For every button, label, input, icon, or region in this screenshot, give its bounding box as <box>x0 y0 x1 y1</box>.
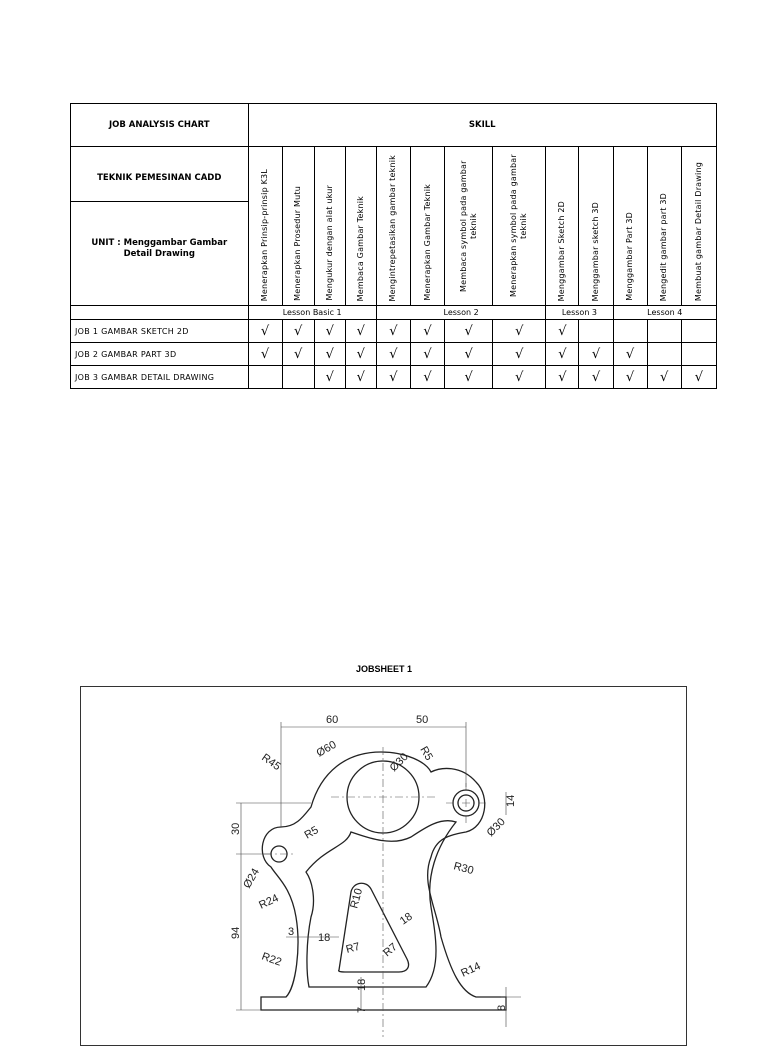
dim-7: 7 <box>356 1006 368 1013</box>
dim-14: 14 <box>505 794 517 807</box>
check-mark: √ <box>445 320 493 343</box>
skill-header-cell <box>493 147 546 306</box>
skill-header-cell <box>613 147 647 306</box>
job-analysis-table <box>70 103 717 389</box>
program-cell <box>71 147 249 306</box>
check-mark: √ <box>546 366 579 389</box>
check-mark: √ <box>579 366 613 389</box>
dim-r45: R45 <box>259 751 283 774</box>
skill-header-cell <box>681 147 716 306</box>
check-mark: √ <box>345 343 376 366</box>
program-name: TEKNIK PEMESINAN CADD <box>71 157 248 202</box>
triangular-slot <box>339 883 409 972</box>
check-mark: √ <box>410 320 444 343</box>
skill-header-cell <box>579 147 613 306</box>
check-mark: √ <box>376 343 410 366</box>
check-mark: √ <box>248 343 282 366</box>
skill-label: Menerapkan Prosedur Mutu <box>293 186 303 301</box>
dim-30: 30 <box>230 822 242 835</box>
dim-r22: R22 <box>259 950 284 969</box>
check-mark: √ <box>376 320 410 343</box>
inner-contour <box>306 821 456 987</box>
lesson-3: Lesson 3 <box>546 306 613 320</box>
dim-18c: 18 <box>356 978 368 991</box>
job-row <box>71 343 717 366</box>
skill-label: Menerapkan symbol pada gambar teknik <box>509 154 529 298</box>
check-mark: √ <box>493 320 546 343</box>
lesson-blank-cell <box>71 306 249 320</box>
check-mark: √ <box>647 366 681 389</box>
dim-r10: R10 <box>348 887 366 910</box>
check-mark: √ <box>613 343 647 366</box>
check-mark: √ <box>282 320 314 343</box>
job-row <box>71 366 717 389</box>
job-label: JOB 2 GAMBAR PART 3D <box>71 343 249 366</box>
check-mark: √ <box>613 366 647 389</box>
check-mark: √ <box>345 366 376 389</box>
skill-header-cell <box>314 147 345 306</box>
skill-header-cell <box>282 147 314 306</box>
dim-r24: R24 <box>257 892 281 912</box>
check-mark: √ <box>248 320 282 343</box>
dim-18b: 18 <box>318 932 331 944</box>
check-mark: √ <box>493 366 546 389</box>
empty-cell <box>248 366 282 389</box>
empty-cell <box>579 320 613 343</box>
drawing-canvas <box>81 687 687 1046</box>
check-mark: √ <box>410 343 444 366</box>
skill-header-cell <box>345 147 376 306</box>
check-mark: √ <box>493 343 546 366</box>
empty-cell <box>613 320 647 343</box>
check-mark: √ <box>314 366 345 389</box>
check-mark: √ <box>410 366 444 389</box>
jobsheet-title: JOBSHEET 1 <box>355 664 413 674</box>
check-mark: √ <box>282 343 314 366</box>
dim-r30: R30 <box>452 860 475 878</box>
empty-cell <box>681 320 716 343</box>
unit-name: UNIT : Menggambar Gambar Detail Drawing <box>91 237 228 259</box>
dim-8: 8 <box>496 1004 508 1011</box>
chart-title: JOB ANALYSIS CHART <box>71 104 249 147</box>
skill-header-cell <box>445 147 493 306</box>
empty-cell <box>647 320 681 343</box>
check-mark: √ <box>345 320 376 343</box>
skill-label: Mengintrepetasikan gambar teknik <box>388 154 398 301</box>
check-mark: √ <box>546 320 579 343</box>
dim-94: 94 <box>230 926 242 939</box>
skill-label: Menggambar sketch 3D <box>590 201 600 301</box>
dim-dia30a: Ø30 <box>387 750 411 775</box>
skill-label: Menerapkan Gambar Teknik <box>422 184 432 301</box>
dim-3: 3 <box>288 926 295 938</box>
dim-r7a: R7 <box>344 940 362 956</box>
check-mark: √ <box>314 343 345 366</box>
dim-r14: R14 <box>459 960 483 980</box>
dim-60: 60 <box>326 714 339 726</box>
skill-header: SKILL <box>248 104 716 147</box>
dim-dia60: Ø60 <box>314 738 339 760</box>
dim-dia24: Ø24 <box>241 866 262 891</box>
skill-label: Membaca symbol pada gambar teknik <box>458 160 478 292</box>
skill-label: Menggambar Sketch 2D <box>557 200 567 301</box>
skill-label: Mengedit gambar part 3D <box>659 192 669 301</box>
skill-header-cell <box>546 147 579 306</box>
dim-r5b: R5 <box>302 824 321 842</box>
job-label: JOB 1 GAMBAR SKETCH 2D <box>71 320 249 343</box>
check-mark: √ <box>681 366 716 389</box>
skill-header-cell <box>376 147 410 306</box>
job-row <box>71 320 717 343</box>
check-mark: √ <box>546 343 579 366</box>
dim-18a: 18 <box>397 910 415 928</box>
check-mark: √ <box>376 366 410 389</box>
check-mark: √ <box>445 343 493 366</box>
lesson-4: Lesson 4 <box>613 306 716 320</box>
empty-cell <box>647 343 681 366</box>
check-mark: √ <box>314 320 345 343</box>
check-mark: √ <box>579 343 613 366</box>
lesson-2: Lesson 2 <box>376 306 545 320</box>
skill-header-cell <box>248 147 282 306</box>
dim-50: 50 <box>416 714 429 726</box>
skill-label: Menerapkan Prinsip-prinsip K3L <box>260 168 270 301</box>
skill-header-cell <box>410 147 444 306</box>
lesson-basic-1: Lesson Basic 1 <box>248 306 376 320</box>
check-mark: √ <box>445 366 493 389</box>
skill-label: Mengukur dengan alat ukur <box>324 185 334 301</box>
technical-drawing <box>80 686 687 1046</box>
empty-cell <box>282 366 314 389</box>
skill-label: Membuat gambar Detail Drawing <box>693 161 703 301</box>
dim-dia30b: Ø30 <box>484 815 508 840</box>
dim-r5a: R5 <box>417 744 435 763</box>
skill-header-cell <box>647 147 681 306</box>
dim-r7b: R7 <box>381 941 400 960</box>
empty-cell <box>681 343 716 366</box>
job-label: JOB 3 GAMBAR DETAIL DRAWING <box>71 366 249 389</box>
skill-label: Menggambar Part 3D <box>625 212 635 301</box>
skill-label: Membaca Gambar Teknik <box>355 195 365 301</box>
